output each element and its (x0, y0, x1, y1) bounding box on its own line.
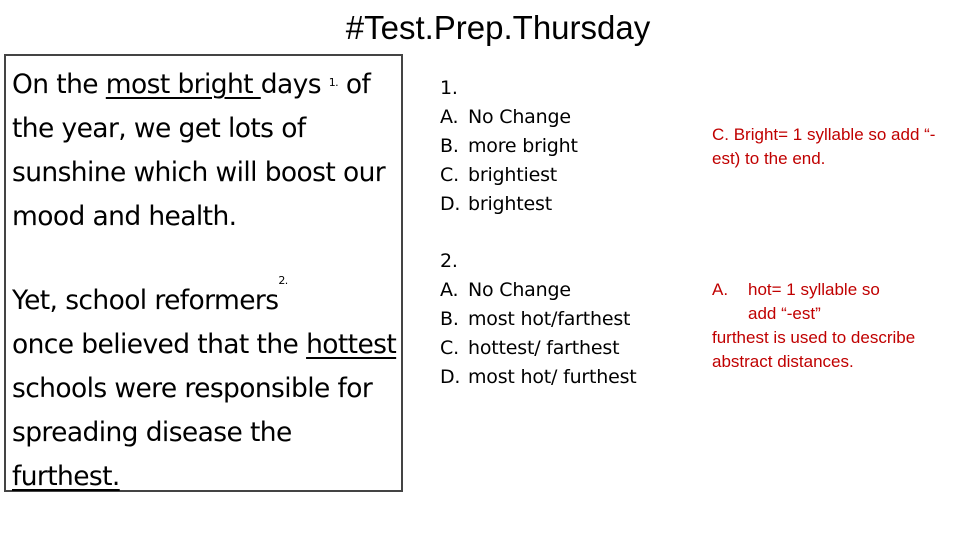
underlined-phrase: most bright (105, 69, 261, 100)
passage-text: once believed that the (12, 329, 299, 360)
answer-text: hot= 1 syllable so (748, 280, 880, 299)
option (440, 190, 578, 219)
answer-explanation-2 (712, 278, 942, 374)
question-number: 1. (440, 77, 458, 99)
answer-letter: A. (712, 280, 729, 299)
option (440, 334, 637, 363)
option-letter: D. (440, 193, 461, 215)
answer-text: furthest is used to describe abstract distances. (712, 328, 916, 371)
passage-text: Yet, school reformers (12, 285, 279, 316)
underlined-word: hottest (306, 329, 397, 360)
question-marker: 1. (328, 76, 339, 89)
option-letter: A. (440, 279, 459, 301)
option-letter: C. (440, 337, 459, 359)
passage-box (4, 54, 403, 492)
underlined-word: furthest. (12, 461, 120, 492)
passage-text: of the year, we get lots of sunshine which will boost our mood and health. (12, 69, 386, 232)
question-marker: 2. (278, 274, 288, 287)
option-text: more bright (468, 135, 578, 157)
option-letter: A. (440, 106, 459, 128)
option-text: hottest/ farthest (468, 337, 620, 359)
option (440, 103, 578, 132)
option-letter: D. (440, 366, 461, 388)
passage-paragraph-2 (12, 274, 397, 499)
option (440, 132, 578, 161)
question-number: 2. (440, 250, 458, 272)
option-letter: B. (440, 308, 459, 330)
option (440, 276, 637, 305)
answer-explanation-1: C. Bright= 1 syllable so add “-est) to the end. (712, 125, 936, 168)
answer-text: add “-est” (748, 304, 821, 323)
option-text: No Change (468, 279, 571, 301)
option-letter: C. (440, 164, 459, 186)
question-2 (440, 247, 637, 392)
page-title: #Test.Prep.Thursday (345, 9, 651, 46)
option-letter: B. (440, 135, 459, 157)
option-text: most hot/farthest (468, 308, 631, 330)
passage-text: On the (12, 69, 106, 100)
question-1 (440, 74, 578, 219)
option (440, 161, 578, 190)
option-text: most hot/ furthest (468, 366, 637, 388)
option (440, 305, 637, 334)
option-text: brightiest (468, 164, 558, 186)
option (440, 363, 637, 392)
passage-paragraph-1 (12, 63, 397, 239)
passage-text: days (260, 69, 321, 100)
option-text: brightest (468, 193, 552, 215)
option-text: No Change (468, 106, 571, 128)
passage-text: schools were responsible for spreading disease the (12, 373, 373, 448)
